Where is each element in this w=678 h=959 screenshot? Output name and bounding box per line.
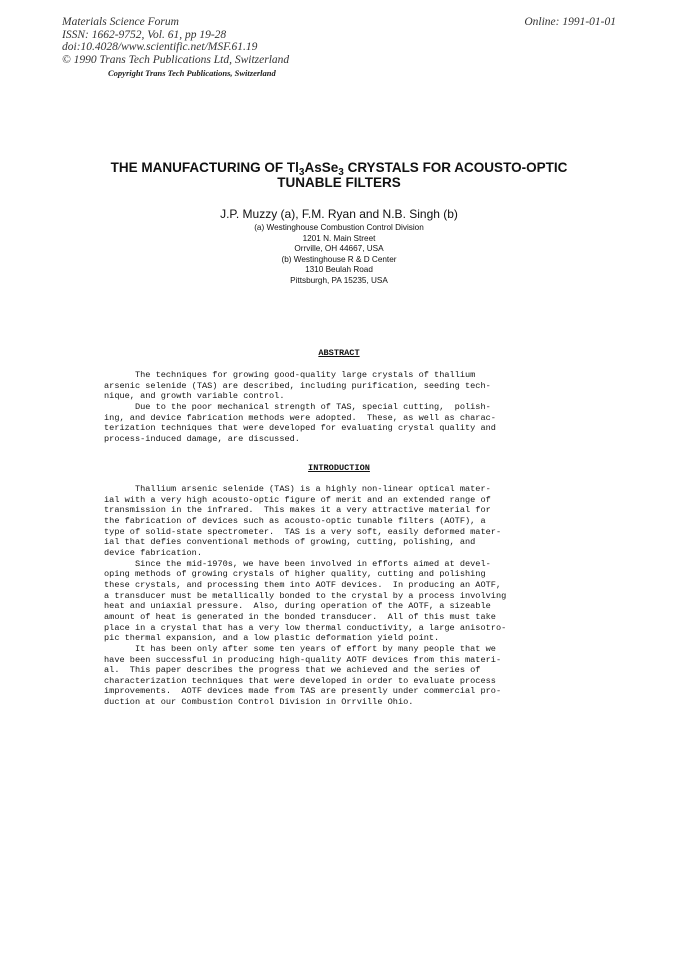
abstract-heading: ABSTRACT (318, 348, 360, 358)
affiliations (60, 223, 618, 287)
intro-line: place in a crystal that has a very low thermal conductivity, a large anisotro- (104, 622, 507, 633)
abstract-line: nique, and growth variable control. (104, 391, 285, 402)
abstract-line: ing, and device fabrication methods were adopted. These, as well as charac- (104, 412, 496, 423)
intro-line: al. This paper describes the progress that we achieved and the series of (104, 665, 481, 676)
abstract-line: terization techniques that were developed for evaluating crystal quality and (104, 423, 496, 434)
abstract-line: arsenic selenide (TAS) are described, including purification, seeding tech- (104, 380, 491, 391)
intro-line: ial with a very high acousto-optic figure of merit and an extended range of (104, 494, 491, 505)
doi-line: doi:10.4028/www.scientific.net/MSF.61.19 (62, 41, 258, 54)
intro-line: It has been only after some ten years of effort by many people that we (104, 643, 496, 654)
intro-line: have been successful in producing high-quality AOTF devices from this materi- (104, 654, 502, 665)
intro-line: amount of heat is generated in the bonded transducer. All of this must take (104, 611, 496, 622)
abstract-body (104, 370, 544, 445)
intro-line: characterization techniques that were developed in order to evaluate process (104, 675, 496, 686)
publication-metadata (62, 16, 289, 66)
intro-line: oping methods of growing crystals of higher quality, cutting and polishing (104, 569, 486, 580)
copyright-line: © 1990 Trans Tech Publications Ltd, Switzerland (62, 53, 290, 66)
author-list: J.P. Muzzy (a), F.M. Ryan and N.B. Singh (b) (220, 207, 458, 221)
title-line-1: THE MANUFACTURING OF $Tl_3AsSe_3$ CRYSTALS FOR ACOUSTO-OPTIC (110, 160, 568, 178)
intro-line: type of solid-state spectrometer. TAS is a very soft, easily deformed mater- (104, 526, 502, 537)
intro-line: these crystals, and processing them into AOTF devices. In producing an AOTF, (104, 579, 502, 590)
abstract-line: The techniques for growing good-quality large crystals of thallium (104, 370, 476, 380)
intro-line: transmission in the infrared. This makes it a very attractive material for (104, 505, 491, 516)
intro-line: improvements. AOTF devices made from TAS are presently under commercial pro- (104, 686, 502, 697)
intro-line: a transducer must be metallically bonded to the crystal by a process involving (104, 590, 507, 601)
affiliation-line: 1310 Beulah Road (305, 265, 373, 275)
introduction-body (104, 484, 544, 708)
copyright-notice: Copyright Trans Tech Publications, Switzerland (108, 68, 276, 78)
introduction-heading: INTRODUCTION (308, 463, 370, 473)
affiliation-line: (b) Westinghouse R & D Center (281, 254, 397, 264)
affiliation-line: (a) Westinghouse Combustion Control Division (254, 223, 424, 232)
issn-line: ISSN: 1662-9752, Vol. 61, pp 19-28 (62, 28, 227, 41)
title-line-2: TUNABLE FILTERS (277, 175, 401, 190)
abstract-line: process-induced damage, are discussed. (104, 433, 300, 444)
affiliation-line: Pittsburgh, PA 15235, USA (290, 275, 388, 285)
intro-line: device fabrication. (104, 547, 202, 558)
online-date: Online: 1991-01-01 (524, 16, 616, 28)
affiliation-line: 1201 N. Main Street (302, 233, 376, 243)
intro-line: duction at our Combustion Control Division in Orrville Ohio. (104, 697, 414, 708)
intro-line: ial that defies conventional methods of growing, cutting, polishing, and (104, 537, 476, 548)
journal-name: Materials Science Forum (62, 16, 179, 28)
intro-line: the fabrication of devices such as acousto-optic tunable filters (AOTF), a (104, 515, 486, 526)
intro-line: pic thermal expansion, and a low plastic deformation yield point. (104, 633, 440, 644)
intro-line: Thallium arsenic selenide (TAS) is a highly non-linear optical mater- (104, 484, 491, 494)
paper-title (60, 160, 618, 190)
intro-line: Since the mid-1970s, we have been involved in efforts aimed at devel- (104, 558, 491, 569)
affiliation-line: Orrville, OH 44667, USA (294, 244, 384, 254)
intro-line: heat and uniaxial pressure. Also, during operation of the AOTF, a sizeable (104, 601, 491, 612)
abstract-line: Due to the poor mechanical strength of TAS, special cutting, polish- (104, 401, 491, 412)
